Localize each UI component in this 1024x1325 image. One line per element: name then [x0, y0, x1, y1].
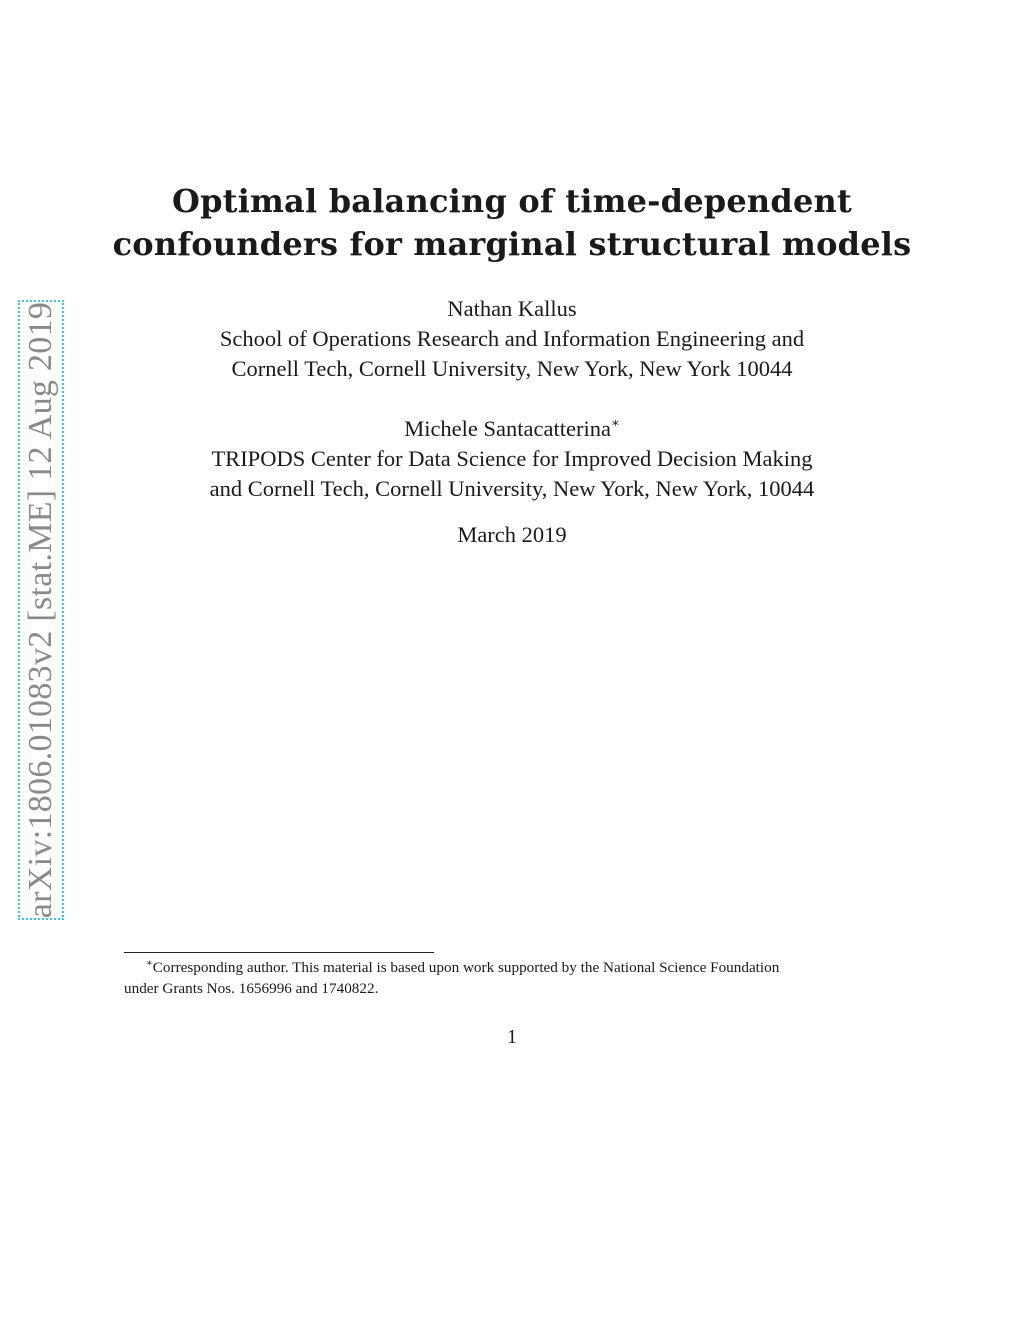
arxiv-identifier-stamp [18, 300, 64, 920]
footnote-marker: ∗ [146, 958, 153, 969]
paper-title-line-1: Optimal balancing of time-dependent [172, 182, 852, 220]
author-affiliation-line-2: Cornell Tech, Cornell University, New York, New York 10044 [231, 356, 793, 381]
arxiv-identifier-text: arXiv:1806.01083v2 [stat.ME] 12 Aug 2019 [22, 301, 59, 919]
author-affiliation-line-1: School of Operations Research and Information Engineering and [219, 326, 805, 351]
paper-title [0, 180, 1024, 266]
author-name: Michele Santacatterina∗ [404, 415, 620, 441]
footnote [124, 957, 904, 999]
author-affiliation-line-1: TRIPODS Center for Data Science for Improved Decision Making [211, 446, 813, 471]
author-affiliation-line-2: and Cornell Tech, Cornell University, New York, New York, 10044 [209, 476, 815, 501]
author-block-2 [0, 414, 1024, 504]
paper-title-line-2: confounders for marginal structural models [112, 225, 912, 263]
page-number: 1 [507, 1026, 517, 1048]
publication-date: March 2019 [457, 522, 567, 547]
footnote-line-2: under Grants Nos. 1656996 and 1740822. [124, 980, 379, 997]
author-block-1 [0, 294, 1024, 384]
corresponding-author-marker: ∗ [610, 415, 620, 430]
footnote-divider [124, 952, 434, 953]
author-name: Nathan Kallus [447, 296, 577, 321]
footnote-line-1: ∗Corresponding author. This material is based upon work supported by the National Science Foundation [146, 958, 780, 976]
